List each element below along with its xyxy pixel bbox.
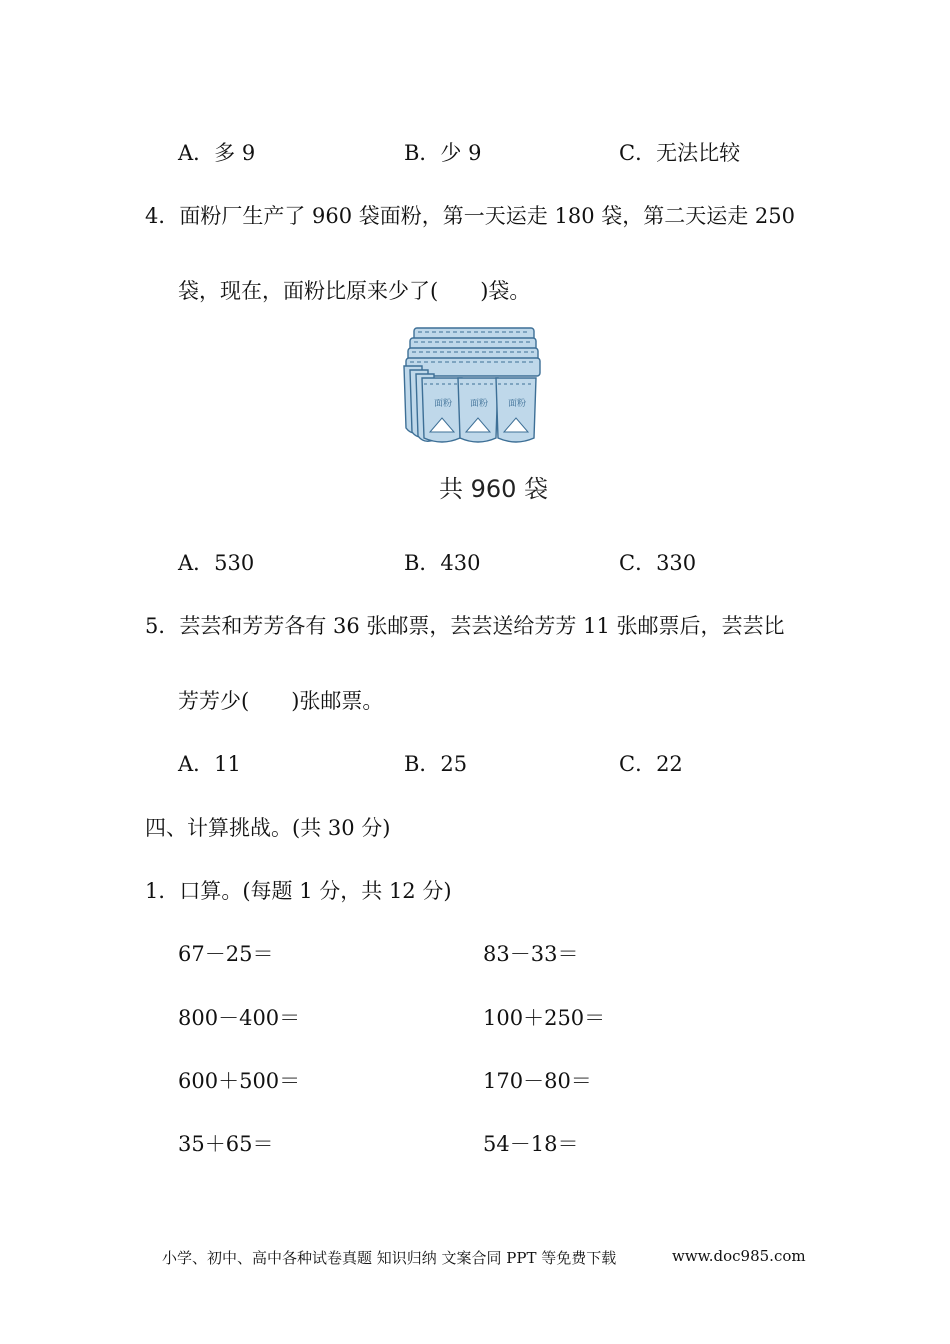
math-problem: 170－80＝	[483, 1069, 592, 1093]
q3-option-b: B．少 9	[404, 141, 482, 165]
q5-text-after-blank: )张邮票。	[291, 689, 384, 713]
section-title: 四、计算挑战。(共 30 分)	[145, 816, 391, 840]
q5-text-before-blank: 芳芳少(	[178, 689, 250, 713]
q4-option-c: C．330	[619, 551, 697, 575]
math-problem: 800－400＝	[178, 1006, 301, 1030]
q5-question-line2	[178, 685, 383, 715]
image-caption: 共 960 袋	[439, 475, 549, 503]
q4-question-line1: 4．面粉厂生产了 960 袋面粉，第一天运走 180 袋，第二天运走 250	[145, 204, 795, 228]
bag-label-2: 面粉	[470, 399, 489, 409]
footer-text: 小学、初中、高中各种试卷真题 知识归纳 文案合同 PPT 等免费下载	[162, 1249, 617, 1267]
q5-option-b: B．25	[404, 752, 468, 776]
math-problem: 54－18＝	[483, 1132, 579, 1156]
q4-option-a: A．530	[178, 551, 255, 575]
bag-label-3: 面粉	[508, 399, 527, 409]
math-problem: 83－33＝	[483, 942, 579, 966]
math-problem: 35＋65＝	[178, 1132, 274, 1156]
q4-option-b: B．430	[404, 551, 481, 575]
q4-text-before-blank: 袋，现在，面粉比原来少了(	[178, 279, 439, 303]
math-problem: 100＋250＝	[483, 1006, 606, 1030]
bag-label-1: 面粉	[434, 399, 453, 409]
subsection-title: 1．口算。(每题 1 分，共 12 分)	[145, 879, 452, 903]
q4-question-line2	[178, 275, 530, 305]
footer-url[interactable]: www.doc985.com	[672, 1247, 806, 1265]
q3-option-c: C．无法比较	[619, 141, 741, 165]
q4-text-after-blank: )袋。	[480, 279, 531, 303]
q3-option-a: A．多 9	[178, 141, 256, 165]
q5-question-line1: 5．芸芸和芳芳各有 36 张邮票，芸芸送给芳芳 11 张邮票后，芸芸比	[145, 614, 785, 638]
q5-option-c: C．22	[619, 752, 683, 776]
math-problem: 600＋500＝	[178, 1069, 301, 1093]
flour-bags-illustration	[400, 322, 548, 450]
math-problem: 67－25＝	[178, 942, 274, 966]
q5-option-a: A．11	[178, 752, 241, 776]
